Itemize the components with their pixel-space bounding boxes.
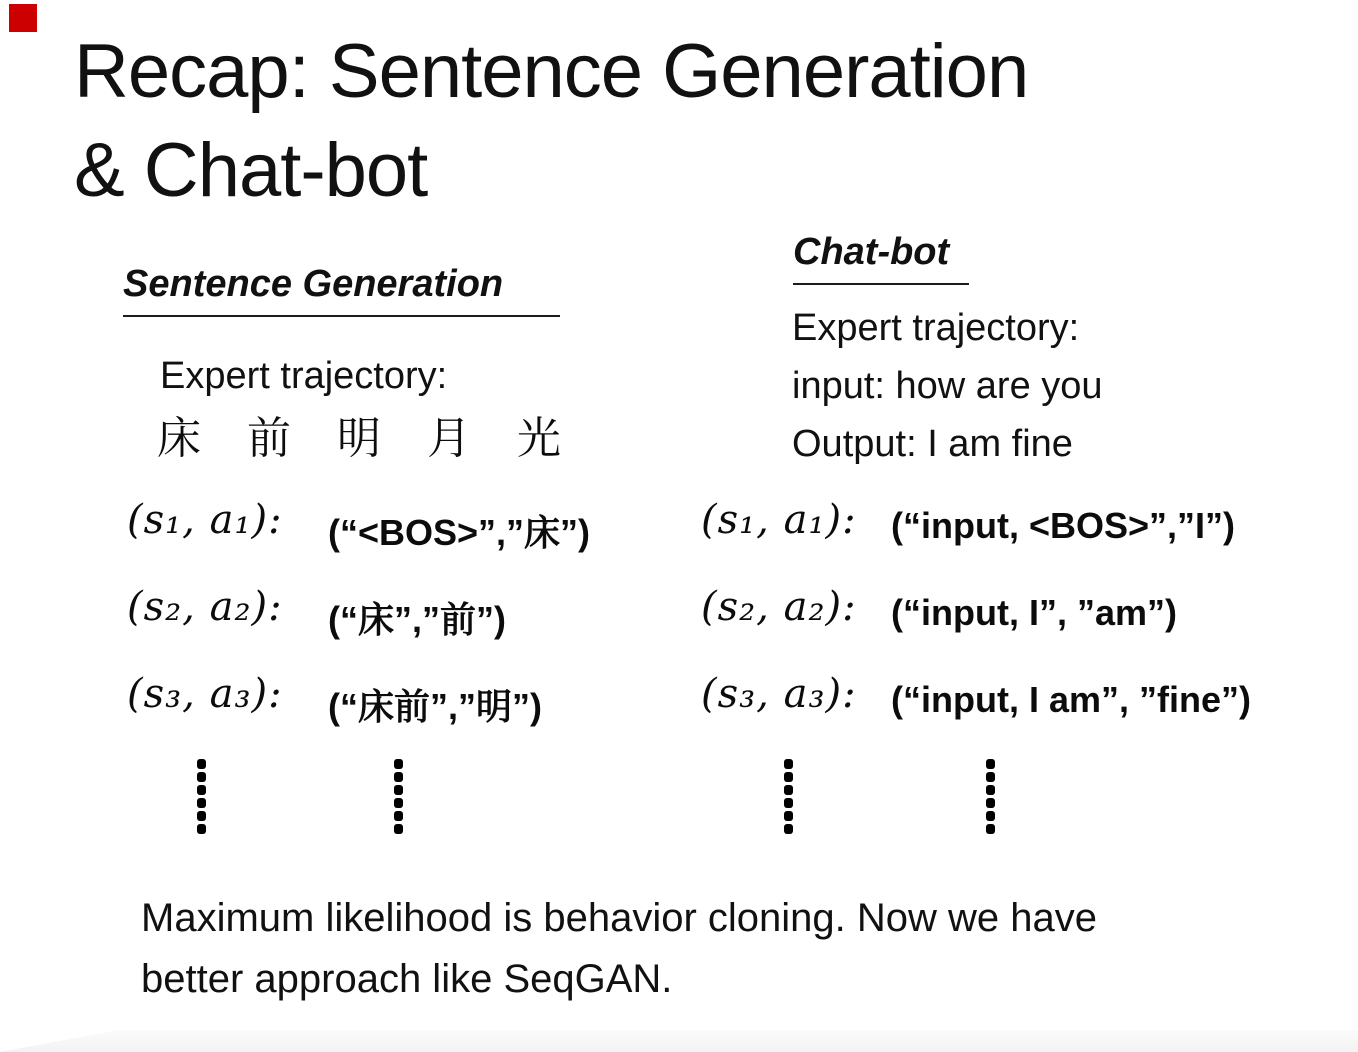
- cb-pair-label-1: (s₁, a₁):: [701, 497, 857, 543]
- sg-pair-tuple-2: (“床”,”前”): [328, 599, 506, 640]
- cb-expert-trajectory-label: Expert trajectory:: [792, 307, 1080, 349]
- ellipsis-dots-cb-tuples: [986, 759, 995, 834]
- cb-pair-label-3: (s₃, a₃):: [701, 671, 857, 717]
- summary-note: [141, 888, 1097, 1010]
- sg-pair-label-2: (s₂, a₂):: [127, 584, 283, 630]
- sentence-generation-heading: Sentence Generation: [123, 263, 560, 317]
- cb-input-line: input: how are you: [792, 365, 1103, 407]
- sg-pair-label-3: (s₃, a₃):: [127, 671, 283, 717]
- chat-bot-heading: Chat-bot: [793, 231, 969, 285]
- cb-pair-tuple-3: (“input, I am”, ”fine”): [891, 679, 1251, 720]
- bottom-gray-strip: [0, 1030, 1358, 1052]
- cb-output-line: Output: I am fine: [792, 423, 1073, 465]
- slide-title-line1: Recap: Sentence Generation: [74, 29, 1029, 114]
- cb-pair-label-2: (s₂, a₂):: [701, 584, 857, 630]
- sg-pair-tuple-3: (“床前”,”明”): [328, 686, 542, 727]
- cb-pair-tuple-1: (“input, <BOS>”,”I”): [891, 505, 1236, 546]
- ellipsis-dots-sg-states: [197, 759, 206, 834]
- sg-expert-trajectory-example: 床 前 明 月 光: [157, 413, 577, 464]
- summary-note-line1: Maximum likelihood is behavior cloning. Now we have: [141, 896, 1097, 940]
- sg-pair-tuple-1: (“<BOS>”,”床”): [328, 512, 591, 553]
- summary-note-line2: better approach like SeqGAN.: [141, 957, 673, 1001]
- cb-pair-tuple-2: (“input, I”, ”am”): [891, 592, 1177, 633]
- slide-title: [74, 22, 1028, 220]
- red-square-marker: [9, 4, 37, 32]
- ellipsis-dots-cb-states: [784, 759, 793, 834]
- sg-expert-trajectory-label: Expert trajectory:: [160, 355, 448, 397]
- slide-title-line2: & Chat-bot: [74, 128, 428, 213]
- ellipsis-dots-sg-tuples: [394, 759, 403, 834]
- sg-pair-label-1: (s₁, a₁):: [127, 497, 283, 543]
- chat-bot-description: [792, 299, 1103, 473]
